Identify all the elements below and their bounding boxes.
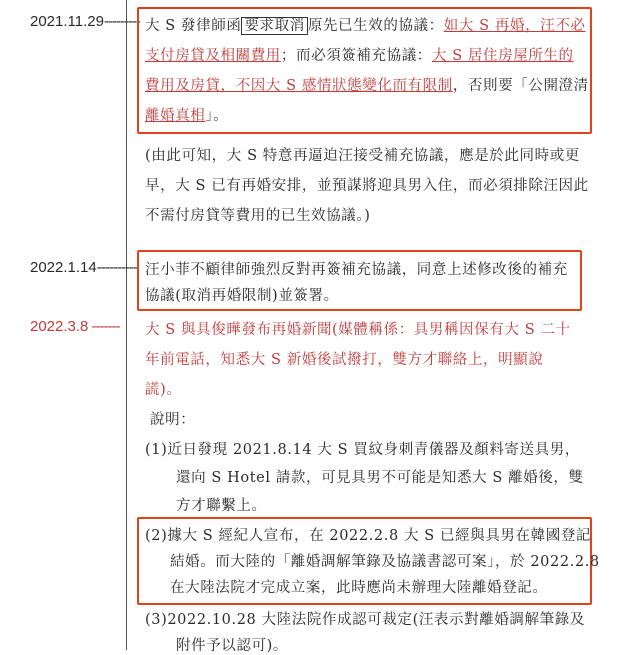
item3-line-1: (3)2022.10.28 大陸法院作成認可裁定(汪表示對離婚調解筆錄及 <box>145 612 585 628</box>
entry1-line-4: 離婚真相」。 <box>145 108 229 124</box>
item1-line-1: (1)近日發現 2021.8.14 大 S 買紋身刺青儀器及顏料寄送具男， <box>145 442 580 458</box>
entry2-line-2: 協議(取消再婚限制)並簽署。 <box>145 288 339 304</box>
item3-line-2: 附件予以認可)。 <box>176 638 288 654</box>
timeline-date-2022-3-8 <box>30 318 120 335</box>
date-text: 2021.11.29 <box>30 13 104 30</box>
date-text: 2022.1.14 <box>30 259 97 276</box>
item1-line-3: 方才聯繫上。 <box>176 498 267 514</box>
item1-line-2: 還向 S Hotel 請款，可見具男不可能是知悉大 S 離婚後，雙 <box>176 470 584 486</box>
item2-line-1: (2)據大 S 經紀人宣布，在 2022.2.8 大 S 已經與具男在韓國登記 <box>145 528 592 544</box>
date-text: 2022.3.8 <box>30 318 89 335</box>
connector-dash: --------- <box>103 13 140 30</box>
entry2-line-1: 汪小菲不顧律師強烈反對再簽補充協議，同意上述修改後的補充 <box>145 262 568 278</box>
timeline-date-2022-1-14 <box>30 259 137 276</box>
entry1-note-line-2: 早，大 S 已有再婚安排，並預謀將迎具男入住，而必須排除汪因此 <box>145 178 589 194</box>
entry3-line-3: 謊)。 <box>145 382 182 398</box>
entry3-line-2: 年前電話，知悉大 S 新婚後試撥打，雙方才聯絡上，明顯說 <box>145 352 544 368</box>
entry1-line-2: 支付房貸及相關費用；而必須簽補充協議：大 S 居住房屋所生的 <box>145 48 574 64</box>
timeline-axis <box>126 0 127 650</box>
connector-dash: ---------- <box>96 259 137 276</box>
item2-line-3: 在大陸法院才完成立案，此時應尚未辦理大陸離婚登記。 <box>170 580 548 596</box>
entry1-line-1: 大 S 發律師函 要求取消 原先已生效的協議：如大 S 再婚，汪不必 <box>145 18 586 34</box>
entry1-line-3: 費用及房貸，不因大 S 感情狀態變化而有限制，否則要「公開澄清 <box>145 78 589 94</box>
item2-line-2: 結婚。而大陸的「離婚調解筆錄及協議書認可案」，於 2022.2.8 <box>170 554 600 570</box>
connector-dash: ------- <box>88 318 120 335</box>
entry1-note-line-3: 不需付房貸等費用的已生效協議。) <box>145 208 371 224</box>
entry3-line-1: 大 S 與具俊曄發布再婚新聞(媒體稱係：具男稱因保有大 S 二十 <box>145 322 571 338</box>
explain-label: 說明： <box>150 412 196 428</box>
entry1-note-line-1: (由此可知，大 S 特意再逼迫汪接受補充協議，應是於此同時或更 <box>145 148 580 164</box>
boxed-phrase: 要求取消 <box>241 17 307 35</box>
timeline-date-2021-11-29 <box>30 13 140 30</box>
